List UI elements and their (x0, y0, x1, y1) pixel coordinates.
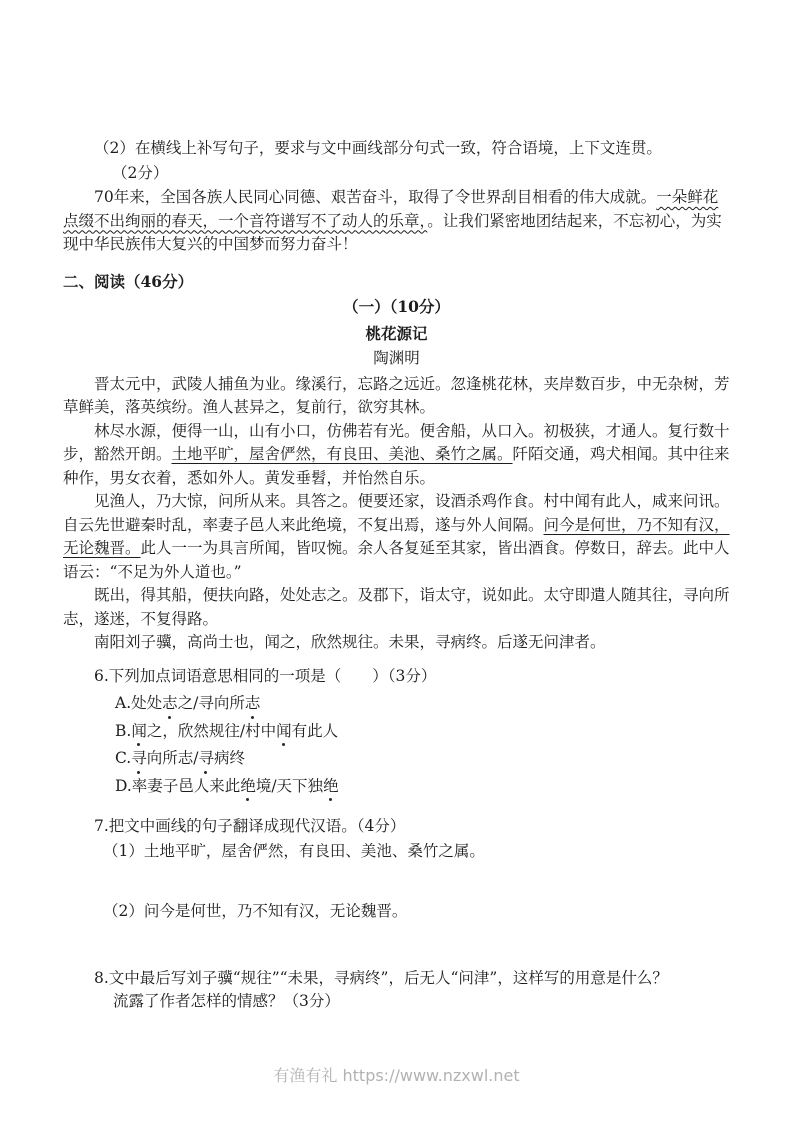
emphasis-dot-char: 志 (245, 692, 261, 716)
question-6-options (63, 692, 730, 798)
text-segment: 。让我们紧密地团结起来，不忘初心，为实现中华民族伟大复兴的中国梦而努力奋斗！ (63, 211, 722, 253)
emphasis-dot-char: 寻 (198, 747, 214, 771)
essay-author: 陶渊明 (373, 349, 420, 367)
emphasis-dot-char: 绝 (240, 775, 256, 799)
text-segment: D.率妻子邑人来此 (115, 776, 241, 795)
question-6-option (63, 775, 730, 799)
footer-site-name: 有渔有礼 (273, 1066, 338, 1085)
emphasis-dot-char: 绝 (323, 775, 339, 799)
essay-paragraph (63, 373, 730, 420)
question-2-score: （2分） (112, 163, 169, 182)
text-segment: 向所志/ (146, 749, 199, 767)
text-segment: 境/天下独 (255, 776, 324, 795)
text-segment-underline: 问今是何世，乃不知有汉，无论魏晋。 (63, 515, 730, 557)
essay-paragraph (63, 631, 730, 655)
question-8-line-2: 流露了作者怎样的情感？（3分） (113, 992, 340, 1010)
text-segment: 阡陌交通，鸡犬相闻。其中往来种作，男女衣着，悉如外人。黄发垂髫，并怡然自乐。 (63, 445, 730, 487)
text-segment: 既出，得其船，便扶向路，处处志之。及郡下，诣太守，说如此。太守即遣人随其往，寻向所志，遂迷，不复得路。 (63, 586, 730, 628)
question-2-prompt: （2）在横线上补写句子，要求与文中画线部分句式一致，符合语境，上下文连贯。 (94, 139, 662, 157)
emphasis-dot-char: 志 (162, 692, 178, 716)
question-6-option (63, 720, 730, 744)
text-segment-underline: 土地平旷，屋舍俨然，有良田、美池、桑竹之属。 (171, 445, 513, 463)
text-segment: 之/寻向所 (177, 694, 245, 712)
text-segment: A.处处 (115, 694, 163, 712)
emphasis-dot-char: 闻 (276, 720, 292, 744)
intro-paragraph (63, 186, 730, 257)
part-one-title: （一）（10分） (343, 297, 450, 316)
essay-paragraph (63, 584, 730, 631)
emphasis-dot-char: 闻 (131, 720, 147, 744)
text-segment: C. (115, 749, 132, 767)
page-footer-watermark (0, 1066, 793, 1086)
essay-body (63, 373, 730, 655)
question-6-option (63, 692, 730, 716)
text-segment: 晋太元中，武陵人捕鱼为业。缘溪行，忘路之远近。忽逢桃花林，夹岸数百步，中无杂树，芳草鲜美，落英缤纷。渔人甚异之，复前行，欲穷其林。 (63, 374, 730, 416)
emphasis-dot-char: 寻 (131, 747, 147, 771)
essay-title: 桃花源记 (365, 323, 428, 343)
question-8-label: 8.文中最后写刘子骥“规往”“未果，寻病终”，后无人“问津”，这样写的用意是什么？ (94, 968, 668, 987)
text-segment: 见渔人，乃大惊，问所从来。具答之。便要还家，设酒杀鸡作食。村中闻有此人，咸来问讯。自云先世避秦时乱，率妻子邑人来此绝境，不复出焉，遂与外人间隔。 (63, 492, 730, 534)
essay-paragraph (63, 490, 730, 584)
text-segment: 70年来，全国各族人民同心同德、艰苦奋斗，取得了令世界刮目相看的伟大成就。 (94, 188, 657, 206)
text-segment: 林尽水源，便得一山，山有小口，仿佛若有光。便舍船，从口入。初极狭，才通人。复行数十步，豁然开朗。 (63, 421, 730, 463)
text-segment: 此人一一为具言所闻，皆叹惋。余人各复延至其家，皆出酒食。停数日，辞去。此中人语云：“不足为外人道也。” (63, 539, 730, 581)
footer-url: https://www.nzxwl.net (342, 1066, 520, 1085)
text-segment: B. (115, 721, 132, 740)
question-7-sub-1: （1）土地平旷，屋舍俨然，有良田、美池、桑竹之属。 (103, 841, 485, 860)
text-segment: 南阳刘子骥，高尚士也，闻之，欣然规往。未果，寻病终。后遂无问津者。 (94, 633, 606, 651)
section-reading-title: 二、阅读（46分） (63, 271, 194, 291)
question-7-label: 7.把文中画线的句子翻译成现代汉语。（4分） (94, 817, 406, 835)
question-6-option (63, 747, 730, 771)
text-segment: 病终 (214, 749, 246, 767)
essay-paragraph (63, 420, 730, 491)
question-6-label: 6.下列加点词语意思相同的一项是（ ）（3分） (94, 666, 437, 685)
text-segment: 有此人 (291, 721, 339, 740)
text-segment: 之，欣然规往/村中 (146, 721, 277, 740)
text-segment-wavy: 一朵鲜花点缀不出绚丽的春天，一个音符谱写不了动人的乐章， (63, 188, 719, 230)
question-7-sub-2: （2）问今是何世，乃不知有汉，无论魏晋。 (103, 902, 408, 920)
